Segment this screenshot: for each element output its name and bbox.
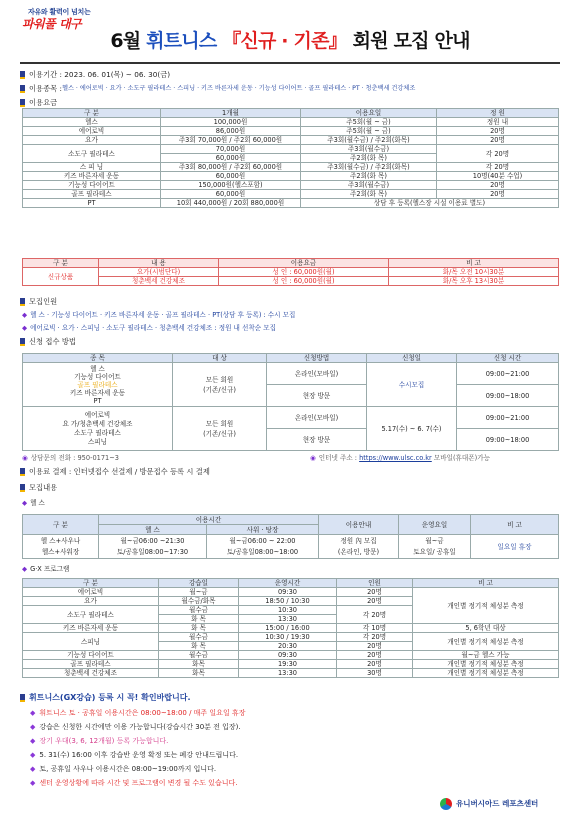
table-cell: 150,000원(헬스포함)	[161, 181, 301, 190]
globe-icon: ◉	[310, 454, 316, 462]
table-cell: 주3회(월수금)	[301, 145, 437, 154]
table-cell: 13:30	[239, 669, 337, 678]
table-cell: 월~금06:00 ~21:30 토/공휴일08:00~17:30	[99, 535, 207, 559]
table-row	[23, 624, 559, 633]
table-cell: 주5회(월 ~ 금)	[301, 118, 437, 127]
table-cell: 월~금06:00 ~ 22:00 토/공휴일08:00~18:00	[207, 535, 319, 559]
table-cell: 09:00~18:00	[457, 429, 559, 451]
table-cell: 종 목	[23, 354, 173, 363]
table-cell: 기능성 다이어트	[23, 651, 159, 660]
table-cell: 사워 · 탕장	[207, 525, 319, 535]
table-cell: 현장 방문	[267, 385, 367, 407]
notice-item: ◆ 센터 운영상황에 따라 시간 및 프로그램이 변경 될 수도 있습니다.	[30, 779, 238, 787]
table-cell: 골프 필라테스	[23, 660, 159, 669]
table-cell: 구 분	[23, 259, 99, 268]
table-row	[23, 669, 559, 678]
table-cell: 20명	[437, 190, 559, 199]
logo-name: 파워풀 대구	[22, 16, 82, 31]
new-product-table	[22, 258, 559, 286]
table-cell: 10회 440,000원 / 20회 880,000원	[161, 199, 301, 208]
health-label: ◆ 헬 스	[22, 499, 45, 507]
table-cell: 이용안내	[319, 515, 399, 535]
table-cell: 신청 시간	[457, 354, 559, 363]
table-cell: 월수금	[159, 606, 239, 615]
table-cell: 각 20명	[437, 145, 559, 163]
table-cell: 비 고	[413, 579, 559, 588]
table-cell: 월수금	[159, 633, 239, 642]
table-cell: 대 상	[173, 354, 267, 363]
table-cell: 모든 회원 (기존/신규)	[173, 407, 267, 451]
table-cell: 20명	[437, 181, 559, 190]
table-cell: PT	[23, 199, 161, 208]
table-row	[23, 181, 559, 190]
table-cell: 헬스	[23, 118, 161, 127]
diamond-icon: ◆	[30, 765, 36, 773]
table-cell: 수시모집	[367, 363, 457, 407]
bullet-icon	[20, 298, 25, 306]
table-cell: 강습일	[159, 579, 239, 588]
table-cell: 요가	[23, 597, 159, 606]
table-cell: 개인별 정기적 체성분 측정	[413, 660, 559, 669]
table-row	[23, 407, 559, 429]
table-row	[23, 136, 559, 145]
bullet-icon	[20, 99, 25, 107]
table-row	[23, 535, 559, 559]
table-cell: 월~금	[159, 588, 239, 597]
table-row	[23, 190, 559, 199]
table-cell: 60,000원	[161, 154, 301, 163]
table-cell: 30명	[337, 669, 413, 678]
table-row	[23, 588, 559, 597]
table-cell: 정원 內 모집 (온라인, 방문)	[319, 535, 399, 559]
table-cell: 청춘백세 건강체조	[99, 277, 219, 286]
table-cell: 주2회(화 목)	[301, 154, 437, 163]
diamond-icon: ◆	[22, 324, 28, 332]
table-row	[23, 127, 559, 136]
table-cell: 주3회(월수금)	[301, 181, 437, 190]
table-cell: 구 분	[23, 515, 99, 535]
diamond-icon: ◆	[22, 499, 28, 507]
table-cell: 비 고	[471, 515, 559, 535]
table-row	[23, 118, 559, 127]
table-cell: 구 분	[23, 579, 159, 588]
bullet-icon	[20, 468, 25, 476]
table-cell: 골프 필라테스	[23, 190, 161, 199]
table-cell: 신청일	[367, 354, 457, 363]
table-row	[23, 633, 559, 642]
table-cell: 화/목 오후 13시30분	[389, 277, 559, 286]
table-cell: 09:30	[239, 651, 337, 660]
table-cell: 09:30	[239, 588, 337, 597]
table-cell: 각 20명	[337, 633, 413, 642]
table-cell: 온라인(모바일)	[267, 363, 367, 385]
table-cell: 이용요금	[219, 259, 389, 268]
table-cell: 일요일 휴장	[471, 535, 559, 559]
table-cell: 스피닝	[23, 633, 159, 651]
notice-item: ◆ 강습은 신청한 시간에만 이용 가능합니다(강습시간 30분 전 입장).	[30, 723, 241, 731]
center-logo: 유니버시아드 레포츠센터	[440, 798, 538, 810]
table-cell: 월~금 헬스 가능	[413, 651, 559, 660]
table-cell: 20명	[337, 588, 413, 597]
table-cell: 정원 내	[437, 118, 559, 127]
table-cell: 19:30	[239, 660, 337, 669]
page-title: 6월 휘트니스 『신규 · 기존』 회원 모집 안내	[110, 30, 470, 52]
diamond-icon: ◆	[22, 565, 28, 573]
contact-line: ◉ 상담문의 전화 : 950-0171~3	[22, 454, 119, 462]
table-cell: 헬 스+사우나 헬스+사워장	[23, 535, 99, 559]
bullet-icon	[20, 85, 25, 93]
table-row	[23, 199, 559, 208]
table-cell: 성 인 : 60,000원(월)	[219, 277, 389, 286]
table-row	[23, 660, 559, 669]
table-cell: 화 목	[159, 624, 239, 633]
gx-notice: 휘트니스(GX강습) 등록 시 꼭! 확인바랍니다.	[20, 693, 191, 703]
table-cell: 신규상품	[23, 268, 99, 286]
table-cell: 09:00~21:00	[457, 407, 559, 429]
table-cell: 모든 회원 (기존/신규)	[173, 363, 267, 407]
center-logo-icon	[440, 798, 452, 810]
table-cell: 10:30 / 19:30	[239, 633, 337, 642]
table-cell: 구 분	[23, 109, 161, 118]
table-cell: 상담 후 등록(헬스장 시설 이용료 별도)	[301, 199, 559, 208]
internet-line: ◉ 인터넷 주소 : https://www.ulsc.co.kr 모바일(휴대폰)가능	[310, 454, 490, 462]
table-cell: 1개월	[161, 109, 301, 118]
table-cell: 화목	[159, 669, 239, 678]
table-cell: 화목	[159, 660, 239, 669]
table-cell: 09:00~18:00	[457, 385, 559, 407]
city-logo	[22, 8, 96, 32]
diamond-icon: ◆	[30, 709, 36, 717]
period-line: 이용기간 : 2023. 06. 01(목) ~ 06. 30(금)	[20, 70, 170, 79]
table-cell: 주3회(월수금) / 주2회(화목)	[301, 163, 437, 172]
bullet-icon	[20, 694, 25, 702]
table-cell: 청춘백세 건강체조	[23, 669, 159, 678]
gx-table	[22, 578, 559, 678]
table-cell: 이용요일	[301, 109, 437, 118]
table-cell: 주3회 70,000원 / 주2회 60,000원	[161, 136, 301, 145]
table-row	[23, 163, 559, 172]
table-row	[23, 268, 559, 277]
table-cell: 주2회(화 목)	[301, 190, 437, 199]
table-row	[23, 145, 559, 154]
table-cell: 정 원	[437, 109, 559, 118]
diamond-icon: ◆	[30, 737, 36, 745]
table-cell: 20명	[337, 597, 413, 606]
recruit-line-1: ◆ 헬 스 · 기능성 다이어트 · 키즈 바른자세 운동 · 골프 필라테스 · PT(상담 후 등록) : 수시 모집	[22, 311, 296, 319]
apply-section-label: 신청 접수 방법	[20, 337, 76, 346]
diamond-icon: ◆	[22, 311, 28, 319]
website-link[interactable]: https://www.ulsc.co.kr	[359, 454, 432, 462]
table-cell: 5, 6학년 대상	[413, 624, 559, 633]
diamond-icon: ◆	[30, 723, 36, 731]
table-cell: 60,000원	[161, 190, 301, 199]
table-cell: 에어로빅	[23, 588, 159, 597]
table-row	[23, 172, 559, 181]
table-cell: 15:00 / 16:00	[239, 624, 337, 633]
logo-slogan: 자유와 활력이 넘치는	[28, 8, 91, 16]
fee-table	[22, 108, 559, 208]
table-cell: 기능성 다이어트	[23, 181, 161, 190]
notice-item: ◆ 장기 우대(3, 6, 12개월) 등록 가능합니다.	[30, 737, 169, 745]
table-cell: 화 목	[159, 642, 239, 651]
bullet-icon	[20, 71, 25, 79]
table-cell: 70,000원	[161, 145, 301, 154]
table-cell: 월수금	[159, 651, 239, 660]
table-cell: 월수금/화목	[159, 597, 239, 606]
table-cell: 현장 방문	[267, 429, 367, 451]
health-table	[22, 514, 559, 559]
table-cell: 키즈 바른자세 운동	[23, 624, 159, 633]
table-cell: 헬 스	[99, 525, 207, 535]
table-cell: 20명	[437, 136, 559, 145]
recruit-section-label: 모집인원	[20, 297, 57, 306]
table-cell: 13:30	[239, 615, 337, 624]
table-cell: 86,000원	[161, 127, 301, 136]
table-cell: 20:30	[239, 642, 337, 651]
table-cell: 온라인(모바일)	[267, 407, 367, 429]
table-cell: 20명	[337, 651, 413, 660]
bullet-icon	[20, 484, 25, 492]
table-cell: 개인별 정기적 체성분 측정	[413, 669, 559, 678]
table-cell: 인원	[337, 579, 413, 588]
title-divider	[20, 62, 560, 64]
table-cell: 화/목 오전 10시30분	[389, 268, 559, 277]
table-cell: 화 목	[159, 615, 239, 624]
table-cell: 키즈 바른자세 운동	[23, 172, 161, 181]
table-cell: 주2회(화 목)	[301, 172, 437, 181]
table-cell: 20명	[337, 660, 413, 669]
table-cell: 내 용	[99, 259, 219, 268]
table-cell: 신청방법	[267, 354, 367, 363]
table-cell: 스 피 닝	[23, 163, 161, 172]
table-cell: 5.17(수) ~ 6. 7(수)	[367, 407, 457, 451]
table-cell: 09:00~21:00	[457, 363, 559, 385]
table-cell: 비 고	[389, 259, 559, 268]
table-cell: 개인별 정기적 체성분 측정	[413, 588, 559, 624]
recruit-line-2: ◆ 에어로빅 · 요가 · 스피닝 · 소도구 필라테스 · 청춘백세 건강체조 : 정원 내 선착순 모집	[22, 324, 276, 332]
items-line: 이용종목 : 헬스 · 에어로빅 · 요가 · 소도구 필라테스 · 스피닝 · 키즈 바른자세 운동 · 기능성 다이어트 · 골프 필라테스 · PT · 청춘백세 건강체조	[20, 84, 415, 93]
fee-section-label: 이용요금	[20, 98, 57, 107]
table-cell: 18:50 / 10:30	[239, 597, 337, 606]
table-cell: 성 인 : 60,000원(월)	[219, 268, 389, 277]
table-cell: 에어로빅 요 가/청춘백세 건강체조 소도구 필라테스 스피닝	[23, 407, 173, 451]
table-cell: 20명	[437, 127, 559, 136]
gx-label: ◆ G·X 프로그램	[22, 565, 70, 573]
table-cell: 100,000원	[161, 118, 301, 127]
phone-icon: ◉	[22, 454, 28, 462]
table-cell: 주5회(월 ~ 금)	[301, 127, 437, 136]
notice-item: ◆ 5. 31(수) 16:00 이후 강습반 운영 확정 또는 폐강 안내드립니다.	[30, 751, 239, 759]
table-cell: 헬 스 기능성 다이어트 골프 필라테스 키즈 바른자세 운동 PT	[23, 363, 173, 407]
table-cell: 소도구 필라테스	[23, 145, 161, 163]
table-cell: 요가(시범단다)	[99, 268, 219, 277]
table-row	[23, 651, 559, 660]
table-cell: 10:30	[239, 606, 337, 615]
table-cell: 월~금 토요일/ 공휴일	[399, 535, 471, 559]
table-row	[23, 363, 559, 385]
table-cell: 10명(40분 수업)	[437, 172, 559, 181]
table-cell: 에어로빅	[23, 127, 161, 136]
table-cell: 각 20명	[437, 163, 559, 172]
table-cell: 주3회 80,000원 / 주2회 60,000원	[161, 163, 301, 172]
table-cell: 운영요일	[399, 515, 471, 535]
table-row	[23, 277, 559, 286]
diamond-icon: ◆	[30, 751, 36, 759]
notice-item: ◆ 토, 공휴일 사우나 이용시간은 08:00~19:00까지 입니다.	[30, 765, 217, 773]
bullet-icon	[20, 338, 25, 346]
notice-item: ◆ 휘트니스 토 · 공휴일 이용시간은 08:00~18:00 / 매주 일요일 휴장	[30, 709, 246, 717]
table-cell: 60,000원	[161, 172, 301, 181]
diamond-icon: ◆	[30, 779, 36, 787]
table-cell: 이용시간	[99, 515, 319, 525]
table-cell: 각 20명	[337, 606, 413, 624]
table-cell: 각 10명	[337, 624, 413, 633]
table-cell: 20명	[337, 642, 413, 651]
payment-line: 이용료 결제 : 인터넷접수 선결제 / 방문접수 등록 시 결제	[20, 467, 210, 476]
table-cell: 요가	[23, 136, 161, 145]
table-cell: 주3회(월수금) / 주2회(화목)	[301, 136, 437, 145]
table-cell: 소도구 필라테스	[23, 606, 159, 624]
apply-table	[22, 353, 559, 451]
table-cell: 개인별 정기적 체성분 측정	[413, 633, 559, 651]
table-cell: 운영시간	[239, 579, 337, 588]
content-section-label: 모집내용	[20, 483, 57, 492]
